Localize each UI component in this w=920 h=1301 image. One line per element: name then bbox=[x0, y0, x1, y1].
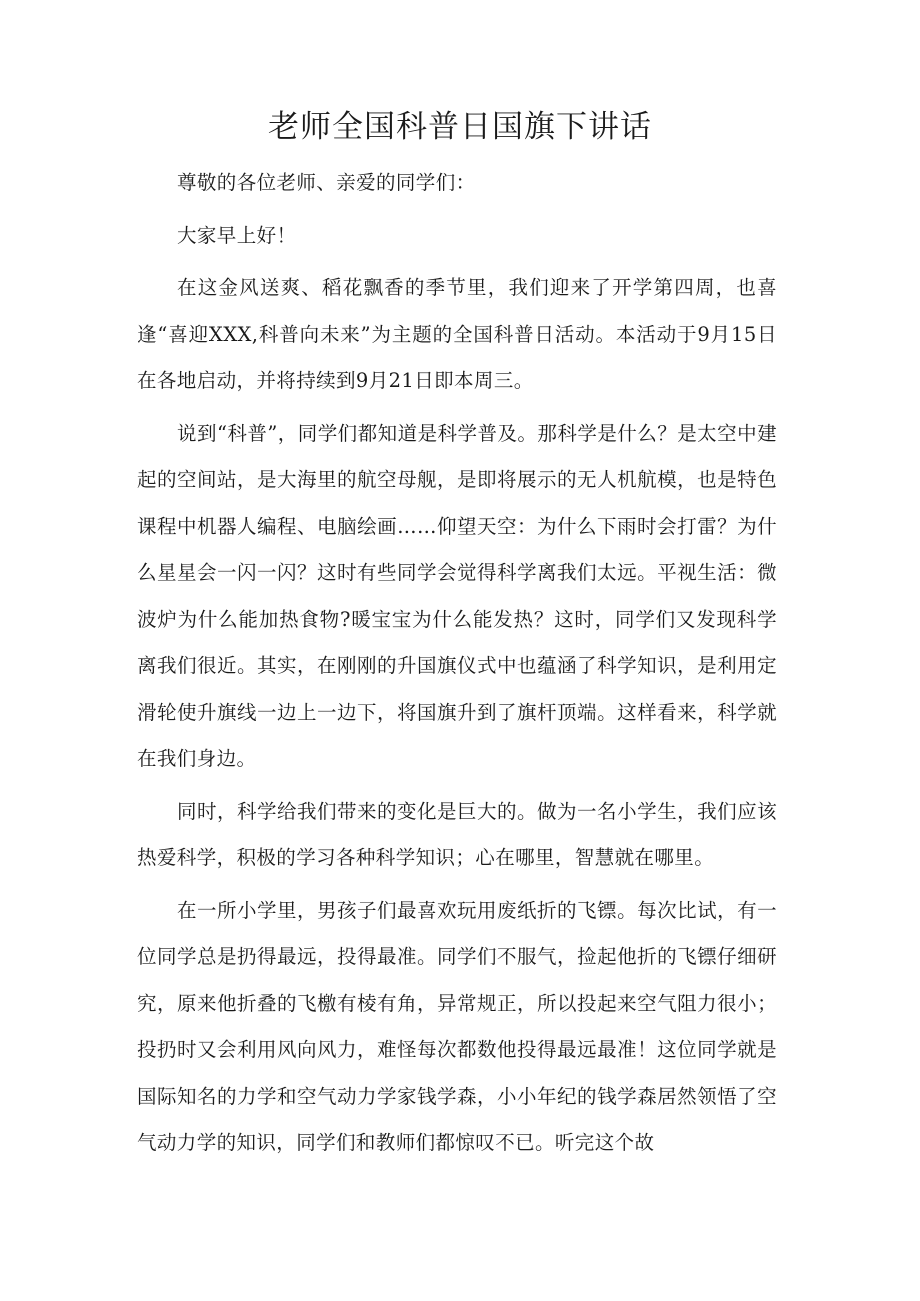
paragraph-science-definition: 说到“科普”，同学们都知道是科学普及。那科学是什么？是太空中建起的空间站，是大海里的航空母舰，是即将展示的无人机航模，也是特色课程中机器人编程、电脑绘画……仰望天空：为什么下雨时会打雷？为什么星星会一闪一闪？这时有些同学会觉得科学离我们太远。平视生活：微波炉为什么能加热食物?暖宝宝为什么能发热？这时，同学们又发现科学离我们很近。其实，在刚刚的升国旗仪式中也蕴涵了科学知识，是利用定滑轮使升旗线一边上一边下，将国旗升到了旗杆顶端。这样看来，科学就在我们身边。 bbox=[137, 421, 777, 770]
paragraph-intro: 在这金风送爽、稻花飘香的季节里，我们迎来了开学第四周，也喜逢“喜迎XXX,科普向未来”为主题的全国科普日活动。本活动于9月15日在各地启动，并将持续到9月21日即本周三。 bbox=[137, 276, 777, 392]
paragraph-call-to-action: 同时，科学给我们带来的变化是巨大的。做为一名小学生，我们应该热爱科学，积极的学习各种科学知识；心在哪里，智慧就在哪里。 bbox=[137, 799, 777, 869]
page-title: 老师全国科普日国旗下讲话 bbox=[268, 109, 652, 145]
paragraph-greeting: 大家早上好！ bbox=[177, 223, 297, 247]
paragraph-qian-xuesen-story: 在一所小学里，男孩子们最喜欢玩用废纸折的飞镖。每次比试，有一位同学总是扔得最远，投得最准。同学们不服气，捡起他折的飞镖仔细研究，原来他折叠的飞檄有棱有角，异常规正，所以投起来空气阻力很小；投扔时又会利用风向风力，难怪每次都数他投得最远最准！这位同学就是国际知名的力学和空气动力学家钱学森，小小年纪的钱学森居然领悟了空气动力学的知识，同学们和教师们都惊叹不已。听完这个故 bbox=[137, 898, 777, 1154]
paragraph-salutation: 尊敬的各位老师、亲爱的同学们： bbox=[177, 171, 476, 194]
document-body bbox=[137, 160, 777, 1173]
